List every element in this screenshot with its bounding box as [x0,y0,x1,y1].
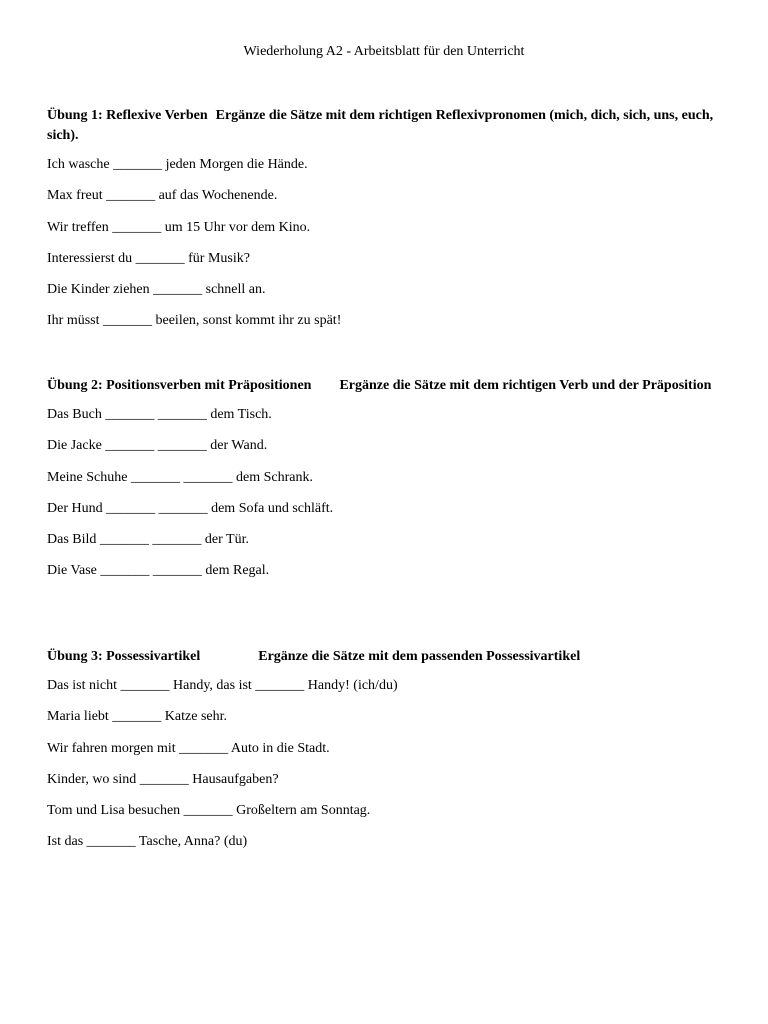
exercise-2-heading [47,376,727,396]
exercise-3-line-6: Ist das _______ Tasche, Anna? (du) [47,834,248,850]
exercise-1-line-5: Die Kinder ziehen _______ schnell an. [47,282,266,298]
exercise-3-instruction: Ergänze die Sätze mit dem passenden Possessivartikel [258,649,581,664]
exercise-1-line-4: Interessierst du _______ für Musik? [47,250,250,266]
exercise-1-heading [47,106,727,146]
exercise-2-line-4: Der Hund _______ _______ dem Sofa und schläft. [47,500,334,516]
exercise-2-line-5: Das Bild _______ _______ der Tür. [47,532,249,548]
exercise-3 [47,647,727,865]
exercise-2-line-2: Die Jacke _______ _______ der Wand. [47,438,268,454]
exercise-3-line-5: Tom und Lisa besuchen _______ Großeltern am Sonntag. [47,803,371,819]
exercise-3-line-2: Maria liebt _______ Katze sehr. [47,709,228,725]
exercise-2-line-6: Die Vase _______ _______ dem Regal. [47,563,270,579]
exercise-3-name: Übung 3: Possessivartikel [47,649,201,664]
exercise-1-name: Übung 1: Reflexive Verben [47,108,208,123]
exercise-2-name: Übung 2: Positionsverben mit Präpositionen [47,378,312,393]
exercise-3-line-3: Wir fahren morgen mit _______ Auto in die Stadt. [47,740,330,756]
page-title: Wiederholung A2 - Arbeitsblatt für den Unterricht [243,44,525,59]
exercise-2-line-1: Das Buch _______ _______ dem Tisch. [47,407,272,422]
exercise-3-line-1: Das ist nicht _______ Handy, das ist _______ Handy! (ich/du) [47,678,398,693]
exercise-1-line-3: Wir treffen _______ um 15 Uhr vor dem Kino. [47,219,311,235]
exercise-2-line-3: Meine Schuhe _______ _______ dem Schrank. [47,469,313,485]
exercise-1-instruction: Ergänze die Sätze mit dem richtigen Reflexivpronomen (mich, dich, sich, uns, euch, sich). [47,108,714,143]
exercise-1 [47,106,727,344]
exercise-1-line-6: Ihr müsst _______ beeilen, sonst kommt ihr zu spät! [47,313,342,329]
exercise-1-line-2: Max freut _______ auf das Wochenende. [47,188,278,204]
exercise-3-heading [47,647,727,667]
exercise-1-line-1: Ich wasche _______ jeden Morgen die Hände. [47,157,308,172]
exercise-3-line-4: Kinder, wo sind _______ Hausaufgaben? [47,771,279,787]
exercise-2-instruction: Ergänze die Sätze mit dem richtigen Verb und der Präposition [339,378,712,393]
exercise-2 [47,376,727,594]
